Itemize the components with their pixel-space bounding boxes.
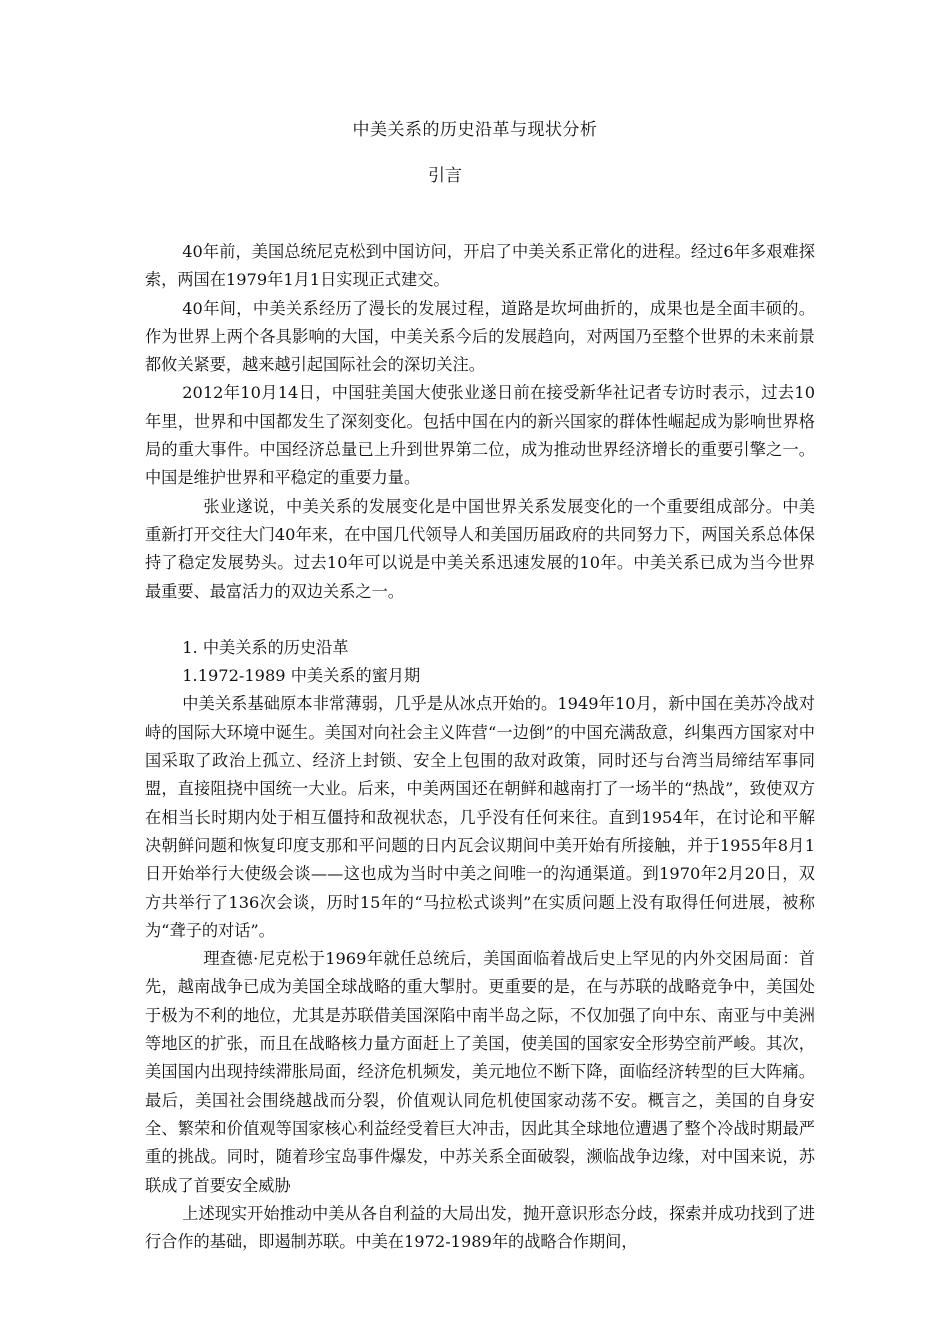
section-heading: 1. 中美关系的历史沿革 [182, 637, 349, 657]
document-subtitle: 引言 [428, 166, 462, 186]
intro-paragraph-3: 2012年10月14日，中国驻美国大使张业遂日前在接受新华社记者专访时表示，过去10年里，世界和中国都发生了深刻变化。包括中国在内的新兴国家的群体性崛起成为影响世界格局的重大事件。中国经济总量已上升到世界第二位，成为推动世界经济增长的重要引擎之一。中国是维护世界和平稳定的重要力量。 [145, 383, 815, 488]
section-paragraph-2: 理查德·尼克松于1969年就任总统后，美国面临着战后史上罕见的内外交困局面：首先，越南战争已成为美国全球战略的重大掣肘。更重要的是，在与苏联的战略竞争中，美国处于极为不利的地位，尤其是苏联借美国深陷中南半岛之际，不仅加强了向中东、南亚与中美洲等地区的扩张，而且在战略核力量方面赶上了美国，使美国的国家安全形势空前严峻。其次，美国国内出现持续滞胀局面，经济危机频发，美元地位不断下降，面临经济转型的巨大阵痛。最后，美国社会围绕越战而分裂，价值观认同危机使国家动荡不安。概言之，美国的自身安全、繁荣和价值观等国家核心利益经受着巨大冲击，因此其全球地位遭遇了整个冷战时期最严重的挑战。同时，随着珍宝岛事件爆发，中苏关系全面破裂，濒临战争边缘，对中国来说，苏联成了首要安全威胁 [145, 949, 815, 1195]
intro-paragraph-1: 40年前，美国总统尼克松到中国访问，开启了中美关系正常化的进程。经过6年多艰难探索，两国在1979年1月1日实现正式建交。 [145, 242, 815, 290]
section-spacer [145, 606, 815, 634]
section-paragraph-3: 上述现实开始推动中美从各自利益的大局出发，抛开意识形态分歧，探索并成功找到了进行合作的基础，即遏制苏联。中美在1972-1989年的战略合作期间， [145, 1203, 815, 1252]
document-body [145, 238, 815, 1256]
section-paragraph-1: 中美关系基础原本非常薄弱，几乎是从冰点开始的。1949年10月，新中国在美苏冷战对峙的国际大环境中诞生。美国对向社会主义阵营“一边倒”的中国充满敌意，纠集西方国家对中国采取了政治上孤立、经济上封锁、安全上包围的敌对政策，同时还与台湾当局缔结军事同盟，直接阻挠中国统一大业。后来，中美两国还在朝鲜和越南打了一场半的“热战”，致使双方在相当长时期内处于相互僵持和敌视状态，几乎没有任何来往。直到1954年，在讨论和平解决朝鲜问题和恢复印度支那和平问题的日内瓦会议期间中美开始有所接触，并于1955年8月1日开始举行大使级会谈——这也成为当时中美之间唯一的沟通渠道。到1970年2月20日，双方共举行了136次会谈，历时15年的“马拉松式谈判”在实质问题上没有取得任何进展，被称为“聋子的对话”。 [145, 694, 815, 940]
intro-paragraph-4: 张业遂说，中美关系的发展变化是中国世界关系发展变化的一个重要组成部分。中美重新打开交往大门40年来，在中国几代领导人和美国历届政府的共同努力下，两国关系总体保持了稳定发展势头。过去10年可以说是中美关系迅速发展的10年。中美关系已成为当今世界最重要、最富活力的双边关系之一。 [145, 496, 815, 601]
intro-paragraph-2: 40年间，中美关系经历了漫长的发展过程，道路是坎坷曲折的，成果也是全面丰硕的。作为世界上两个各具影响的大国，中美关系今后的发展趋向，对两国乃至整个世界的未来前景都攸关紧要，越来越引起国际社会的深切关注。 [145, 298, 815, 375]
document-title: 中美关系的历史沿革与现状分析 [352, 120, 598, 140]
subsection-heading: 1.1972-1989 中美关系的蜜月期 [182, 666, 421, 686]
